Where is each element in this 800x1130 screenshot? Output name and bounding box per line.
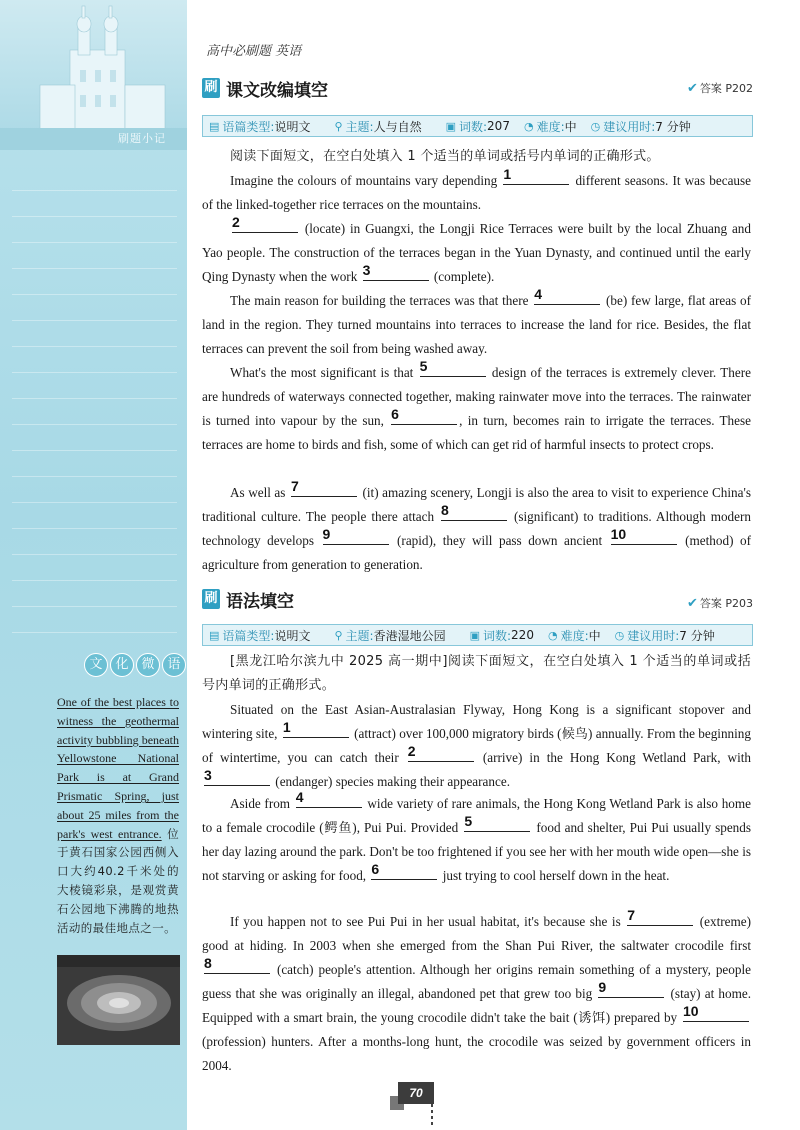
gauge-icon: ◔ xyxy=(523,119,534,133)
answer-blank[interactable]: 2 xyxy=(232,218,298,233)
info-words: ▣ 词数: 207 xyxy=(445,119,510,134)
answer-blank[interactable]: 1 xyxy=(503,170,569,185)
answer-blank[interactable]: 5 xyxy=(464,817,530,832)
answer-blank[interactable]: 4 xyxy=(534,290,600,305)
info-bar-1 xyxy=(202,115,753,137)
passage-paragraph: What's the most significant is that 5 design of the terraces is extremely clever. There are hundreds of waterways connected together, making rainwater move into the terraces. The rainwater is turned into vapour by the sun, 6 , in turn, becomes rain to irrigate the terraces. These terraces are home to birds and fish, some of which can get rid of harmful insects to protect crops. xyxy=(202,358,751,452)
page-number: 70 xyxy=(398,1082,434,1104)
culture-note-zh: 位于黄石国家公园西侧入口大约40.2千米处的大棱镜彩泉，是观赏黄石公园地下沸腾的地热活动的最佳地点之一。 xyxy=(57,826,179,935)
info-theme: ⚲ 主题: 香港湿地公园 xyxy=(334,628,446,643)
check-icon: ✔ xyxy=(686,81,698,96)
church-photo xyxy=(0,0,187,150)
answer-blank[interactable]: 7 xyxy=(291,482,357,497)
info-words: ▣ 词数: 220 xyxy=(469,628,534,643)
badge-char: 微 xyxy=(136,653,160,677)
check-icon: ✔ xyxy=(686,596,698,611)
passage-paragraph: Imagine the colours of mountains vary depending 1 different seasons. It was because of the linked-together rice terraces on the mountains. xyxy=(202,166,752,212)
info-type: ▤ 语篇类型: 说明文 xyxy=(209,119,311,134)
clock-icon: ◷ xyxy=(590,119,601,133)
section-title: 课文改编填空 xyxy=(226,80,328,101)
passage-paragraph: As well as 7 (it) amazing scenery, Longji is also the area to visit to experience China's traditional culture. The people there attach 8 (significant) to traditions. Although modern technology develops 9 (rapid), they will pass down ancient 10 (method) of agriculture from generation to generation. xyxy=(202,478,751,572)
badge-char: 文 xyxy=(84,653,108,677)
section-header-2 xyxy=(202,587,753,611)
info-theme: ⚲ 主题: 人与自然 xyxy=(334,119,422,134)
info-time: ◷ 建议用时: 7 分钟 xyxy=(614,628,715,643)
document-icon: ▤ xyxy=(209,119,220,133)
answer-blank[interactable]: 5 xyxy=(420,362,486,377)
passage-paragraph: The main reason for building the terraces was that there 4 (be) few large, flat areas of land in the region. They turned mountains into terraces to increase the land for rice. Besides, the flat terraces can prevent the soil from being washed away. xyxy=(202,286,751,356)
answer-blank[interactable]: 9 xyxy=(598,983,664,998)
answer-link[interactable] xyxy=(687,80,753,96)
instruction: 阅读下面短文，在空白处填入 1 个适当的单词或括号内单词的正确形式。 xyxy=(230,149,660,164)
culture-note xyxy=(57,693,179,937)
passage-paragraph: If you happen not to see Pui Pui in her usual habitat, it's because she is 7 (extreme) good at hiding. In 2003 when she emerged from the Shan Pui River, the saltwater crocodile first 8 (catch) people's attention. Although her origins remain something of a mystery, people guess that she was originally an illegal, abandoned pet that grew too big 9 (stay) at home. Equipped with a smart brain, the young crocodile didn't take the bait (诱饵) prepared by 10 (profession) hunters. After a months-long hunt, the crocodile was seized by government officers in 2004. xyxy=(202,907,752,1073)
answer-ref: 答案 P202 xyxy=(699,82,753,95)
answer-blank[interactable]: 8 xyxy=(441,506,507,521)
note-title: 刷题小记 xyxy=(118,132,166,145)
answer-blank[interactable]: 1 xyxy=(283,723,349,738)
answer-blank[interactable]: 6 xyxy=(371,865,437,880)
hot-spring-photo xyxy=(57,955,180,1045)
book-title: 高中必刷题 英语 xyxy=(206,44,302,59)
passage-paragraph: Aside from 4 wide variety of rare animals, the Hong Kong Wetland Park is also home to a female crocodile (鳄鱼), Pui Pui. Provided 5 food and shelter, Pui Pui usually spends her day lazing around the park. Don't be too frightened if you see her with her mouth wide open—she is not starving or asking for food, 6 just trying to cool herself down in the heat. xyxy=(202,789,751,883)
culture-badge xyxy=(84,653,186,677)
info-difficulty: ◔ 难度: 中 xyxy=(523,119,577,134)
culture-note-en: One of the best places to witness the geothermal activity bubbling beneath Yellowstone National Park is at Grand Prismatic Spring, just about 25 miles from the park's west entrance. xyxy=(57,695,179,841)
info-time: ◷ 建议用时: 7 分钟 xyxy=(590,119,691,134)
answer-ref: 答案 P203 xyxy=(699,597,753,610)
section-header-1 xyxy=(202,76,753,100)
search-icon: ⚲ xyxy=(334,119,343,133)
gauge-icon: ◔ xyxy=(547,628,558,642)
brush-icon: 刷 xyxy=(202,78,220,98)
page-number-dots xyxy=(431,1104,433,1128)
answer-blank[interactable]: 4 xyxy=(296,793,362,808)
answer-blank[interactable]: 3 xyxy=(204,771,270,786)
answer-blank[interactable]: 6 xyxy=(391,410,457,425)
info-type: ▤ 语篇类型: 说明文 xyxy=(209,628,311,643)
answer-blank[interactable]: 10 xyxy=(683,1007,749,1022)
instruction: [黑龙江哈尔滨九中 2025 高一期中]阅读下面短文，在空白处填入 1 个适当的单词或括号内单词的正确形式。 xyxy=(202,654,751,693)
answer-blank[interactable]: 2 xyxy=(408,747,474,762)
answer-blank[interactable]: 3 xyxy=(363,266,429,281)
answer-link[interactable] xyxy=(687,595,753,611)
badge-char: 化 xyxy=(110,653,134,677)
answer-blank[interactable]: 7 xyxy=(627,911,693,926)
sidebar xyxy=(0,0,187,1130)
note-lines xyxy=(12,165,177,635)
passage-paragraph: Situated on the East Asian-Australasian Flyway, Hong Kong is a significant stopover and wintering site, 1 (attract) over 100,000 migratory birds (候鸟) annually. From the beginning of wintertime, you can catch their 2 (arrive) in the Hong Kong Wetland Park, with 3 (endanger) species making their appearance. xyxy=(202,702,752,789)
search-icon: ⚲ xyxy=(334,628,343,642)
answer-blank[interactable]: 9 xyxy=(323,530,389,545)
book-icon: ▣ xyxy=(469,628,480,642)
badge-char: 语 xyxy=(162,653,186,677)
info-difficulty: ◔ 难度: 中 xyxy=(547,628,601,643)
clock-icon: ◷ xyxy=(614,628,625,642)
info-bar-2 xyxy=(202,624,753,646)
brush-icon: 刷 xyxy=(202,589,220,609)
passage-paragraph: 2 (locate) in Guangxi, the Longji Rice Terraces were built by the local Zhuang and Yao people. The construction of the terraces began in the Yuan Dynasty, and continued until the early Qing Dynasty when the work 3 (complete). xyxy=(202,214,751,284)
answer-blank[interactable]: 8 xyxy=(204,959,270,974)
book-icon: ▣ xyxy=(445,119,456,133)
document-icon: ▤ xyxy=(209,628,220,642)
answer-blank[interactable]: 10 xyxy=(611,530,677,545)
section-title: 语法填空 xyxy=(226,591,294,612)
